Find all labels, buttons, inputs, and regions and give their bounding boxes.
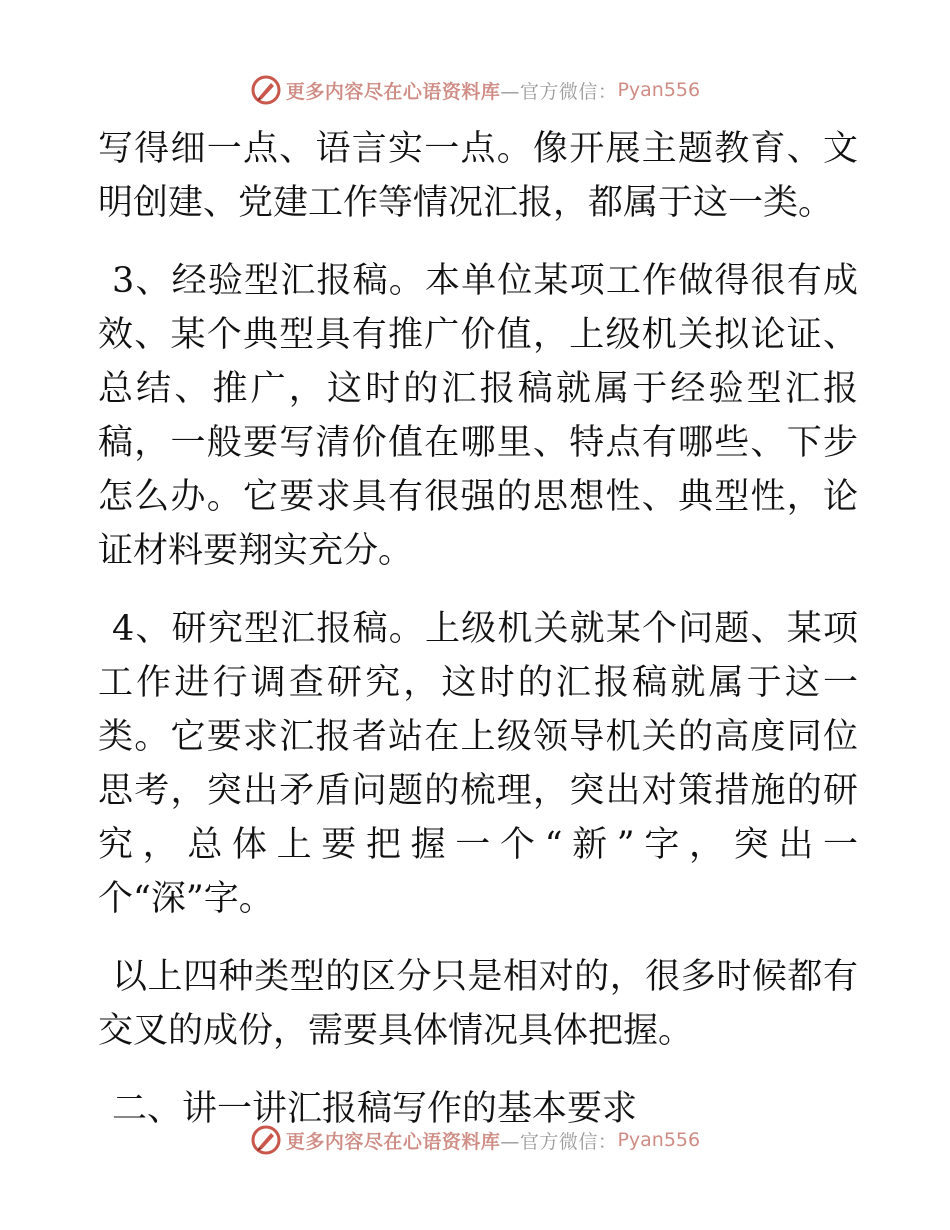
footer-wechat-id: Pyan556: [617, 1129, 701, 1151]
header-wechat-id: Pyan556: [617, 79, 701, 101]
header-official-label: —官方微信：: [500, 80, 618, 103]
paragraph-experience-type: 3、经验型汇报稿。本单位某项工作做得很有成效、某个典型具有推广价值，上级机关拟论证、总结、推广，这时的汇报稿就属于经验型汇报稿，一般要写清价值在哪里、特点有哪些、下步怎么办。它要求具有很强的思想性、典型性，论证材料要翔实充分。: [98, 261, 858, 571]
section-heading: 二、讲一讲汇报稿写作的基本要求: [112, 1089, 638, 1129]
pen-nib-logo-icon: [250, 1124, 282, 1156]
footer-brand-text: 更多内容尽在心语资料库: [285, 1130, 501, 1153]
header-brand-text: 更多内容尽在心语资料库: [285, 80, 501, 103]
pen-nib-logo-icon: [250, 74, 282, 106]
document-body: [98, 122, 858, 1136]
header-banner: [0, 70, 950, 110]
paragraph-continuation: 写得细一点、语言实一点。像开展主题教育、文明创建、党建工作等情况汇报，都属于这一类。: [98, 129, 858, 223]
footer-official-label: —官方微信：: [500, 1130, 618, 1153]
paragraph-research-type: 4、研究型汇报稿。上级机关就某个问题、某项工作进行调查研究，这时的汇报稿就属于这一类。它要求汇报者站在上级领导机关的高度同位思考，突出矛盾问题的梳理，突出对策措施的研究，总体上要把握一个“新”字，突出一个“深”字。: [98, 609, 858, 919]
paragraph-summary: 以上四种类型的区分只是相对的，很多时候都有交叉的成份，需要具体情况具体把握。: [98, 957, 858, 1051]
footer-banner: [0, 1120, 950, 1160]
